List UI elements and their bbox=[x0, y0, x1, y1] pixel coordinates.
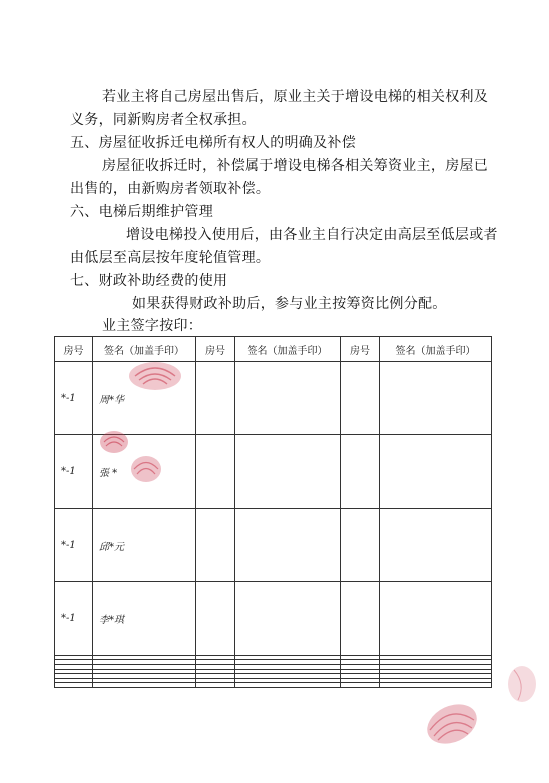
header-signature-3: 签名（加盖手印） bbox=[380, 337, 492, 362]
room-number: *-1 bbox=[55, 582, 93, 655]
paragraph-sale-transfer: 若业主将自己房屋出售后，原业主关于增设电梯的相关权利及义务，同新购房者全权承担。 bbox=[70, 89, 489, 128]
section-7-heading: 七、财政补助经费的使用 bbox=[70, 273, 228, 289]
header-signature-2: 签名（加盖手印） bbox=[235, 337, 341, 362]
table-row bbox=[55, 435, 492, 508]
section-5-heading: 五、房屋征收拆迁电梯所有权人的明确及补偿 bbox=[70, 135, 356, 151]
table-row bbox=[55, 582, 492, 655]
fingerprint-icon bbox=[500, 660, 540, 710]
fingerprint-icon bbox=[420, 690, 490, 750]
room-number: *-1 bbox=[55, 362, 93, 435]
section-6-heading: 六、电梯后期维护管理 bbox=[70, 204, 213, 220]
header-room-3: 房号 bbox=[341, 337, 380, 362]
owner-signature: 邱*元 bbox=[93, 508, 196, 581]
owner-signature: 張 * bbox=[93, 435, 196, 508]
owner-signature: 周*华 bbox=[93, 362, 196, 435]
header-room-1: 房号 bbox=[55, 337, 93, 362]
table-row bbox=[55, 683, 492, 688]
room-number: *-1 bbox=[55, 435, 93, 508]
table-row bbox=[55, 362, 492, 435]
section-6-text: 增设电梯投入使用后，由各业主自行决定由高层至低层或者由低层至高层按年度轮值管理。 bbox=[70, 227, 498, 266]
section-5-text: 房屋征收拆迁时，补偿属于增设电梯各相关筹资业主，房屋已出售的，由新购房者领取补偿。 bbox=[70, 158, 489, 197]
owner-signature: 李*琪 bbox=[93, 582, 196, 655]
signature-label: 业主签字按印： bbox=[102, 318, 203, 334]
section-7-text: 如果获得财政补助后，参与业主按筹资比例分配。 bbox=[132, 296, 447, 312]
signature-table bbox=[54, 336, 492, 688]
table-header-row bbox=[55, 337, 492, 362]
header-signature-1: 签名（加盖手印） bbox=[93, 337, 196, 362]
table-row bbox=[55, 508, 492, 581]
header-room-2: 房号 bbox=[196, 337, 235, 362]
room-number: *-1 bbox=[55, 508, 93, 581]
